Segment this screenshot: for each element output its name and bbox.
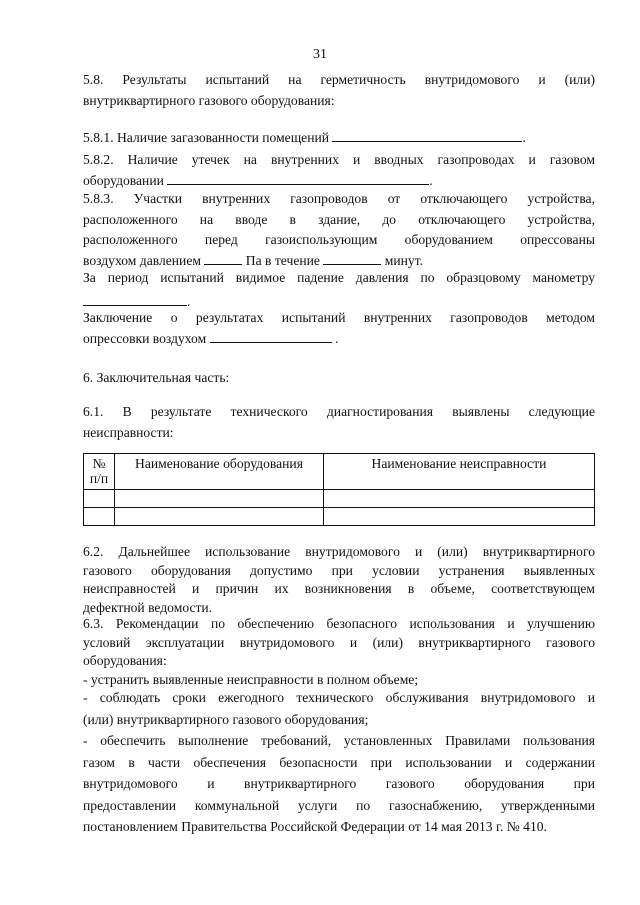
item-6-3-list bbox=[83, 688, 595, 838]
item-text: оборудовании bbox=[83, 172, 164, 188]
defects-table-wrap bbox=[83, 453, 595, 526]
punct: . bbox=[522, 130, 526, 145]
item-5-8-3 bbox=[83, 189, 595, 271]
section-title: 6. Заключительная часть: bbox=[83, 370, 230, 385]
pressure-drop bbox=[83, 268, 595, 312]
item-text: За период испытаний видимое падение давления по образцовому манометру bbox=[83, 270, 595, 285]
item-text: 5.8.1. Наличие загазованности помещений bbox=[83, 130, 330, 145]
table-header-row bbox=[84, 454, 595, 490]
blank-field bbox=[210, 329, 332, 343]
item-text: расположенного на вводе в здание, до отключающего устройства, bbox=[83, 211, 595, 227]
blank-field bbox=[323, 251, 381, 265]
list-item: - соблюдать сроки ежегодного технического обслуживания внутридомового и bbox=[83, 690, 595, 705]
punct: . bbox=[429, 172, 433, 188]
item-text: 5.8.2. Наличие утечек на внутренних и вводных газопроводах и газовом bbox=[83, 152, 595, 167]
item-6-2 bbox=[83, 542, 595, 618]
list-item: - обеспечить выполнение требований, установленных Правилами пользования bbox=[83, 733, 595, 748]
heading-line: 5.8. Результаты испытаний на герметичность внутридомового и (или) bbox=[83, 72, 595, 87]
list-item: газом в части обеспечения безопасности при использовании и содержании bbox=[83, 754, 595, 770]
item-text: оборудования: bbox=[83, 653, 167, 668]
item-text: расположенного перед газоиспользующим оборудованием опрессованы bbox=[83, 232, 595, 247]
item-text: Заключение о результатах испытаний внутренних газопроводов методом bbox=[83, 310, 595, 325]
table-header-cell: № п/п bbox=[84, 454, 115, 490]
item-6-1 bbox=[83, 402, 595, 443]
table-cell bbox=[84, 490, 115, 508]
punct: . bbox=[335, 330, 339, 346]
list-item: предоставлении коммунальной услуги по газоснабжению, утвержденными bbox=[83, 797, 595, 813]
item-text: неисправностей и причин их возникновения в объеме, соответствующем bbox=[83, 581, 595, 596]
table-row bbox=[84, 508, 595, 526]
item-text: минут. bbox=[384, 252, 424, 268]
item-6-3 bbox=[83, 614, 595, 690]
blank-field bbox=[332, 128, 522, 142]
item-text: газового оборудования допустимо при условии устранения выявленных bbox=[83, 562, 595, 578]
item-text: 6.3. Рекомендации по обеспечению безопасного использования и улучшению bbox=[83, 616, 595, 631]
page-number: 31 bbox=[313, 47, 327, 62]
table-row bbox=[84, 490, 595, 508]
punct: . bbox=[187, 293, 191, 309]
defects-table bbox=[83, 453, 595, 526]
item-text: Па в течение bbox=[245, 252, 320, 268]
table-header-cell: Наименование неисправности bbox=[324, 454, 595, 490]
item-text: 6.2. Дальнейшее использование внутридомового и (или) внутриквартирного bbox=[83, 544, 595, 559]
item-text: воздухом давлением bbox=[83, 252, 201, 268]
item-text: неисправности: bbox=[83, 424, 174, 440]
table-cell bbox=[84, 508, 115, 526]
item-5-8-2 bbox=[83, 150, 595, 191]
section-5-8-heading bbox=[83, 70, 595, 111]
item-text: опрессовки воздухом bbox=[83, 330, 207, 346]
table-cell bbox=[115, 508, 324, 526]
list-item: - устранить выявленные неисправности в полном объеме; bbox=[83, 671, 419, 687]
table-header-cell: Наименование оборудования bbox=[115, 454, 324, 490]
item-text: дефектной ведомости. bbox=[83, 599, 213, 615]
list-item: внутридомового и внутриквартирного газового оборудования при bbox=[83, 776, 595, 791]
blank-field bbox=[204, 251, 242, 265]
table-cell bbox=[324, 508, 595, 526]
item-text: 5.8.3. Участки внутренних газопроводов от отключающего устройства, bbox=[83, 191, 595, 206]
list-item: постановлением Правительства Российской Федерации от 14 мая 2013 г. № 410. bbox=[83, 819, 547, 834]
heading-line: внутриквартирного газового оборудования: bbox=[83, 92, 335, 108]
table-cell bbox=[115, 490, 324, 508]
blank-field bbox=[83, 292, 187, 306]
section-6-title bbox=[83, 368, 595, 389]
table-cell bbox=[324, 490, 595, 508]
list-item: (или) внутриквартирного газового оборудования; bbox=[83, 711, 369, 727]
item-text: 6.1. В результате технического диагностирования выявлены следующие bbox=[83, 404, 595, 419]
item-5-8-1 bbox=[83, 128, 595, 149]
conclusion bbox=[83, 308, 595, 349]
item-text: условий эксплуатации внутридомового и (или) внутриквартирного газового bbox=[83, 634, 595, 650]
blank-field bbox=[167, 171, 429, 185]
